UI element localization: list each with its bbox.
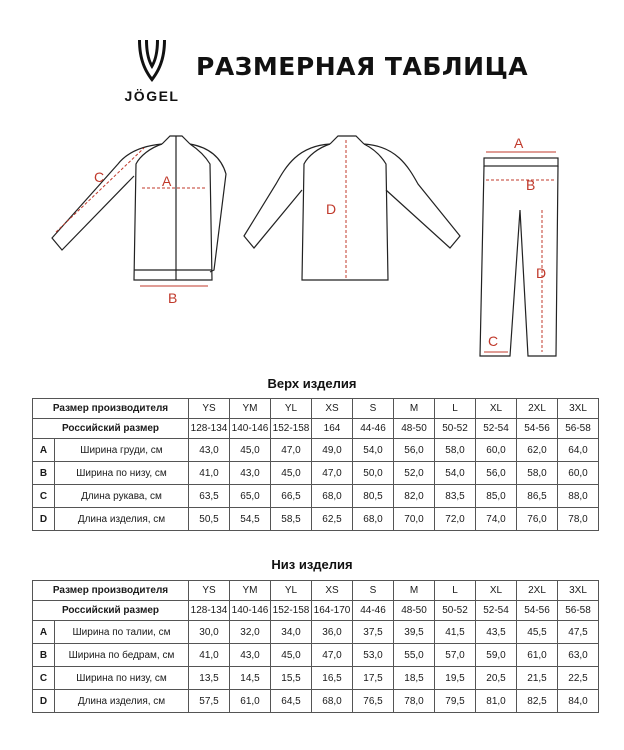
value-cell: 13,5 [189, 667, 230, 690]
value-cell: 86,5 [517, 485, 558, 508]
value-cell: 34,0 [271, 621, 312, 644]
value-cell: 88,0 [558, 485, 599, 508]
brand-name: JÖGEL [124, 88, 180, 104]
size-cell: YS [189, 399, 230, 419]
value-cell: 47,5 [558, 621, 599, 644]
jacket-front-label-c: C [94, 169, 105, 185]
table-row [33, 485, 599, 508]
table-row [33, 690, 599, 713]
value-cell: 21,5 [517, 667, 558, 690]
manufacturer-size-label: Размер производителя [33, 399, 189, 419]
header [0, 0, 624, 110]
value-cell: 83,5 [435, 485, 476, 508]
table-row [33, 581, 599, 601]
size-cell: XS [312, 399, 353, 419]
value-cell: 43,0 [189, 439, 230, 462]
value-cell: 41,5 [435, 621, 476, 644]
jogel-logo-icon [134, 38, 170, 86]
pants [480, 158, 558, 356]
page-title: РАЗМЕРНАЯ ТАБЛИЦА [196, 52, 529, 81]
size-cell: 3XL [558, 399, 599, 419]
row-label: Длина изделия, см [55, 508, 189, 531]
row-letter: C [33, 667, 55, 690]
value-cell: 15,5 [271, 667, 312, 690]
russian-size-cell: 152-158 [271, 601, 312, 621]
value-cell: 78,0 [558, 508, 599, 531]
top-size-table [32, 398, 599, 531]
table-row [33, 419, 599, 439]
jacket-front-measures [56, 148, 208, 286]
row-label: Ширина по низу, см [55, 667, 189, 690]
pants-label-b: B [526, 177, 536, 193]
jacket-front-label-a: A [162, 173, 172, 189]
value-cell: 56,0 [476, 462, 517, 485]
russian-size-cell: 44-46 [353, 601, 394, 621]
russian-size-cell: 52-54 [476, 419, 517, 439]
value-cell: 65,0 [230, 485, 271, 508]
size-cell: YL [271, 581, 312, 601]
russian-size-cell: 48-50 [394, 419, 435, 439]
size-cell: YS [189, 581, 230, 601]
pants-label-c: C [488, 333, 499, 349]
pants-label-a: A [514, 135, 524, 151]
russian-size-cell: 164-170 [312, 601, 353, 621]
value-cell: 63,0 [558, 644, 599, 667]
value-cell: 82,0 [394, 485, 435, 508]
table-row [33, 601, 599, 621]
value-cell: 58,0 [517, 462, 558, 485]
size-cell: L [435, 399, 476, 419]
top-table-title: Верх изделия [267, 376, 357, 391]
value-cell: 45,0 [271, 462, 312, 485]
manufacturer-size-label: Размер производителя [33, 581, 189, 601]
value-cell: 59,0 [476, 644, 517, 667]
value-cell: 74,0 [476, 508, 517, 531]
value-cell: 47,0 [271, 439, 312, 462]
size-cell: YM [230, 399, 271, 419]
value-cell: 45,0 [271, 644, 312, 667]
jacket-back [244, 136, 460, 280]
table-row [33, 644, 599, 667]
value-cell: 53,0 [353, 644, 394, 667]
russian-size-label: Российский размер [33, 601, 189, 621]
russian-size-cell: 44-46 [353, 419, 394, 439]
value-cell: 45,0 [230, 439, 271, 462]
table-row [33, 621, 599, 644]
value-cell: 47,0 [312, 462, 353, 485]
table-row [33, 439, 599, 462]
size-cell: 2XL [517, 399, 558, 419]
pants-label-d: D [536, 265, 547, 281]
value-cell: 54,5 [230, 508, 271, 531]
pants-measures [484, 152, 556, 352]
row-label: Ширина по талии, см [55, 621, 189, 644]
row-label: Ширина груди, см [55, 439, 189, 462]
value-cell: 20,5 [476, 667, 517, 690]
size-cell: L [435, 581, 476, 601]
russian-size-cell: 54-56 [517, 419, 558, 439]
value-cell: 17,5 [353, 667, 394, 690]
table-row [33, 462, 599, 485]
size-cell: 2XL [517, 581, 558, 601]
value-cell: 57,0 [435, 644, 476, 667]
russian-size-cell: 50-52 [435, 419, 476, 439]
value-cell: 50,5 [189, 508, 230, 531]
value-cell: 58,5 [271, 508, 312, 531]
value-cell: 22,5 [558, 667, 599, 690]
row-label: Длина изделия, см [55, 690, 189, 713]
value-cell: 63,5 [189, 485, 230, 508]
table-row [33, 399, 599, 419]
row-label: Длина рукава, см [55, 485, 189, 508]
value-cell: 64,0 [558, 439, 599, 462]
jacket-front-label-b: B [168, 290, 178, 306]
value-cell: 14,5 [230, 667, 271, 690]
value-cell: 18,5 [394, 667, 435, 690]
russian-size-cell: 164 [312, 419, 353, 439]
row-letter: B [33, 462, 55, 485]
russian-size-cell: 128-134 [189, 601, 230, 621]
value-cell: 50,0 [353, 462, 394, 485]
value-cell: 84,0 [558, 690, 599, 713]
russian-size-cell: 50-52 [435, 601, 476, 621]
value-cell: 60,0 [558, 462, 599, 485]
garment-diagram [0, 120, 624, 370]
row-letter: B [33, 644, 55, 667]
jacket-back-label-d: D [326, 201, 337, 217]
value-cell: 54,0 [435, 462, 476, 485]
value-cell: 16,5 [312, 667, 353, 690]
value-cell: 66,5 [271, 485, 312, 508]
value-cell: 81,0 [476, 690, 517, 713]
size-cell: S [353, 399, 394, 419]
value-cell: 80,5 [353, 485, 394, 508]
size-cell: YL [271, 399, 312, 419]
size-cell: M [394, 581, 435, 601]
value-cell: 64,5 [271, 690, 312, 713]
value-cell: 41,0 [189, 462, 230, 485]
value-cell: 68,0 [312, 485, 353, 508]
value-cell: 32,0 [230, 621, 271, 644]
russian-size-cell: 52-54 [476, 601, 517, 621]
value-cell: 55,0 [394, 644, 435, 667]
value-cell: 43,5 [476, 621, 517, 644]
value-cell: 62,0 [517, 439, 558, 462]
row-label: Ширина по низу, см [55, 462, 189, 485]
value-cell: 82,5 [517, 690, 558, 713]
size-cell: XL [476, 581, 517, 601]
value-cell: 45,5 [517, 621, 558, 644]
size-cell: M [394, 399, 435, 419]
russian-size-cell: 140-146 [230, 419, 271, 439]
value-cell: 37,5 [353, 621, 394, 644]
bottom-size-table [32, 580, 599, 713]
russian-size-cell: 56-58 [558, 601, 599, 621]
russian-size-label: Российский размер [33, 419, 189, 439]
value-cell: 85,0 [476, 485, 517, 508]
size-cell: S [353, 581, 394, 601]
value-cell: 61,0 [230, 690, 271, 713]
row-letter: D [33, 508, 55, 531]
brand-logo [120, 38, 190, 108]
value-cell: 41,0 [189, 644, 230, 667]
value-cell: 68,0 [353, 508, 394, 531]
value-cell: 62,5 [312, 508, 353, 531]
value-cell: 78,0 [394, 690, 435, 713]
size-cell: XS [312, 581, 353, 601]
value-cell: 58,0 [435, 439, 476, 462]
size-cell: 3XL [558, 581, 599, 601]
russian-size-cell: 48-50 [394, 601, 435, 621]
value-cell: 47,0 [312, 644, 353, 667]
russian-size-cell: 140-146 [230, 601, 271, 621]
value-cell: 54,0 [353, 439, 394, 462]
row-letter: D [33, 690, 55, 713]
value-cell: 36,0 [312, 621, 353, 644]
value-cell: 49,0 [312, 439, 353, 462]
value-cell: 39,5 [394, 621, 435, 644]
value-cell: 79,5 [435, 690, 476, 713]
table-row [33, 667, 599, 690]
value-cell: 76,5 [353, 690, 394, 713]
row-letter: C [33, 485, 55, 508]
row-letter: A [33, 621, 55, 644]
row-label: Ширина по бедрам, см [55, 644, 189, 667]
jacket-front [52, 136, 226, 280]
value-cell: 57,5 [189, 690, 230, 713]
value-cell: 70,0 [394, 508, 435, 531]
russian-size-cell: 54-56 [517, 601, 558, 621]
value-cell: 61,0 [517, 644, 558, 667]
size-cell: XL [476, 399, 517, 419]
bottom-table-title: Низ изделия [271, 557, 353, 572]
value-cell: 43,0 [230, 644, 271, 667]
russian-size-cell: 152-158 [271, 419, 312, 439]
russian-size-cell: 128-134 [189, 419, 230, 439]
value-cell: 76,0 [517, 508, 558, 531]
value-cell: 52,0 [394, 462, 435, 485]
table-row [33, 508, 599, 531]
value-cell: 30,0 [189, 621, 230, 644]
value-cell: 60,0 [476, 439, 517, 462]
russian-size-cell: 56-58 [558, 419, 599, 439]
row-letter: A [33, 439, 55, 462]
value-cell: 19,5 [435, 667, 476, 690]
value-cell: 68,0 [312, 690, 353, 713]
value-cell: 72,0 [435, 508, 476, 531]
size-cell: YM [230, 581, 271, 601]
value-cell: 56,0 [394, 439, 435, 462]
value-cell: 43,0 [230, 462, 271, 485]
